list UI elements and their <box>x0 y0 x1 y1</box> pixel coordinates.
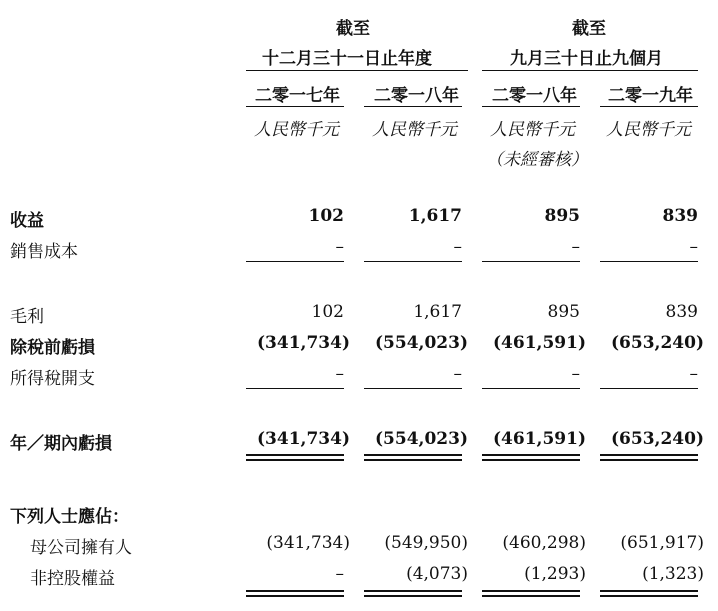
total-double-rule-1 <box>246 454 344 461</box>
cell-cost-of-sales-2: – <box>453 237 462 257</box>
cell-cost-of-sales-1: – <box>335 237 344 257</box>
subtotal-rule-2 <box>364 261 462 262</box>
cell-non-controlling-3: (1,293) <box>524 564 586 584</box>
subtotal-rule-3 <box>482 261 580 262</box>
column-rule-4 <box>600 106 698 107</box>
cell-owners-of-parent-4: (651,917) <box>620 533 704 553</box>
bottom-double-rule-3 <box>482 590 580 597</box>
column-rule-2 <box>364 106 462 107</box>
row-label-cost-of-sales: 銷售成本 <box>10 242 78 262</box>
total-double-rule-4 <box>600 454 698 461</box>
column-rule-3 <box>482 106 580 107</box>
cell-revenue-1: 102 <box>308 206 344 226</box>
cell-owners-of-parent-1: (341,734) <box>266 533 350 553</box>
bottom-double-rule-2 <box>364 590 462 597</box>
subtotal-rule-4 <box>600 261 698 262</box>
cell-non-controlling-2: (4,073) <box>406 564 468 584</box>
column-rule-1 <box>246 106 344 107</box>
header-group2-line2: 九月三十日止九個月 <box>510 49 663 69</box>
row-label-owners-of-parent: 母公司擁有人 <box>30 538 132 558</box>
unit-label-1: 人民幣千元 <box>254 120 339 140</box>
subtotal-rule-1 <box>246 261 344 262</box>
cell-owners-of-parent-2: (549,950) <box>384 533 468 553</box>
cell-income-tax-4: – <box>689 364 698 384</box>
header-group1-line2: 十二月三十一日止年度 <box>262 49 432 69</box>
tax-rule-1 <box>246 388 344 389</box>
row-label-revenue: 收益 <box>10 211 44 231</box>
bottom-double-rule-1 <box>246 590 344 597</box>
cell-loss-before-tax-4: (653,240) <box>611 333 704 353</box>
cell-income-tax-1: – <box>335 364 344 384</box>
header-group1-rule <box>246 70 468 71</box>
cell-loss-before-tax-3: (461,591) <box>493 333 586 353</box>
cell-non-controlling-4: (1,323) <box>642 564 704 584</box>
cell-loss-before-tax-1: (341,734) <box>257 333 350 353</box>
unit-label-2: 人民幣千元 <box>372 120 457 140</box>
total-double-rule-3 <box>482 454 580 461</box>
cell-loss-for-period-2: (554,023) <box>375 429 468 449</box>
cell-cost-of-sales-3: – <box>571 237 580 257</box>
cell-loss-for-period-3: (461,591) <box>493 429 586 449</box>
cell-owners-of-parent-3: (460,298) <box>502 533 586 553</box>
cell-cost-of-sales-4: – <box>689 237 698 257</box>
cell-revenue-3: 895 <box>544 206 580 226</box>
cell-income-tax-2: – <box>453 364 462 384</box>
unit-label-4: 人民幣千元 <box>606 120 691 140</box>
bottom-double-rule-4 <box>600 590 698 597</box>
cell-loss-before-tax-2: (554,023) <box>375 333 468 353</box>
total-double-rule-2 <box>364 454 462 461</box>
cell-gross-profit-4: 839 <box>665 302 698 322</box>
cell-revenue-4: 839 <box>662 206 698 226</box>
cell-revenue-2: 1,617 <box>408 206 462 226</box>
header-group2-rule <box>482 70 698 71</box>
row-label-income-tax: 所得稅開支 <box>10 369 95 389</box>
column-header-4: 二零一九年 <box>608 86 693 106</box>
column-header-2: 二零一八年 <box>374 86 459 106</box>
tax-rule-3 <box>482 388 580 389</box>
unaudited-note: （未經審核） <box>486 150 588 170</box>
tax-rule-4 <box>600 388 698 389</box>
tax-rule-2 <box>364 388 462 389</box>
column-header-1: 二零一七年 <box>255 86 340 106</box>
row-label-attributable-to: 下列人士應佔： <box>10 507 129 527</box>
column-header-3: 二零一八年 <box>492 86 577 106</box>
cell-gross-profit-3: 895 <box>547 302 580 322</box>
row-label-loss-for-period: 年／期內虧損 <box>10 434 112 454</box>
cell-gross-profit-2: 1,617 <box>413 302 462 322</box>
cell-loss-for-period-1: (341,734) <box>257 429 350 449</box>
header-group2-line1: 截至 <box>572 19 606 39</box>
row-label-loss-before-tax: 除稅前虧損 <box>10 338 95 358</box>
row-label-gross-profit: 毛利 <box>10 307 44 327</box>
cell-income-tax-3: – <box>571 364 580 384</box>
cell-non-controlling-1: – <box>335 564 344 584</box>
cell-gross-profit-1: 102 <box>311 302 344 322</box>
unit-label-3: 人民幣千元 <box>490 120 575 140</box>
row-label-non-controlling: 非控股權益 <box>30 569 115 589</box>
cell-loss-for-period-4: (653,240) <box>611 429 704 449</box>
header-group1-line1: 截至 <box>336 19 370 39</box>
